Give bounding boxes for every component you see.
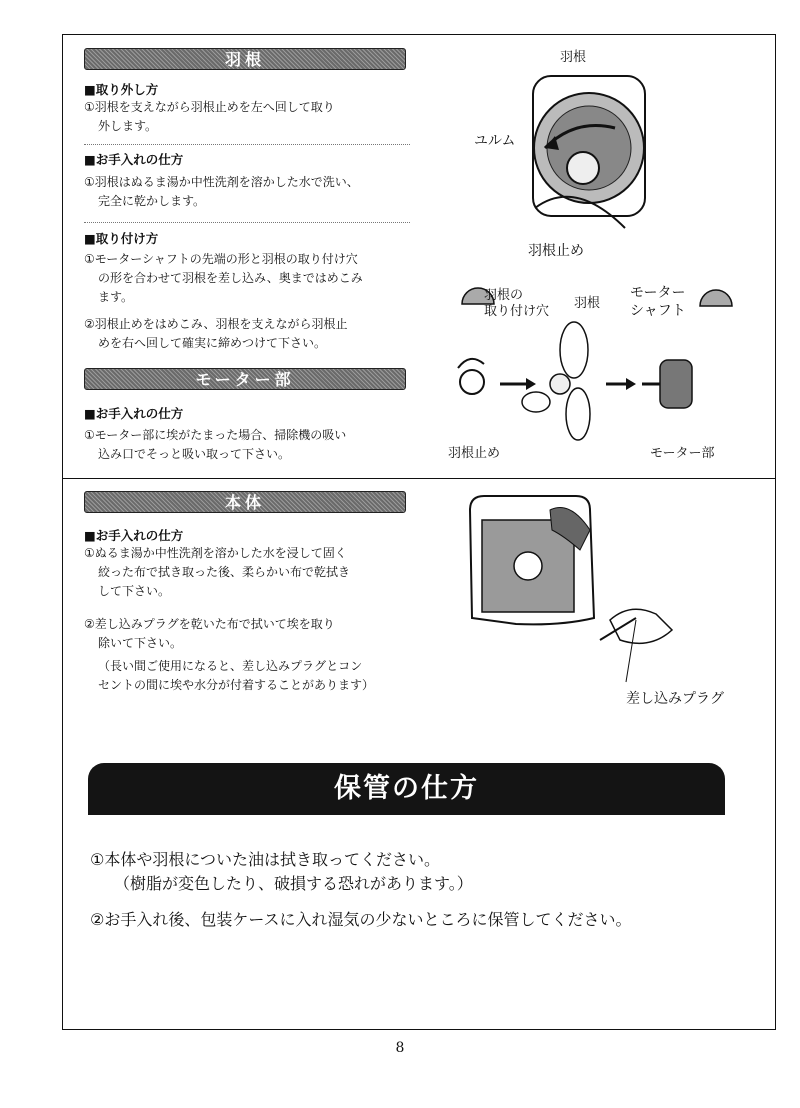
label-motor-part: モーター部 — [650, 446, 715, 461]
text-line: 完全に乾かします。 — [98, 194, 206, 208]
dotted-separator — [84, 144, 410, 145]
text-line: 込み口でそっと吸い取って下さい。 — [98, 447, 291, 461]
blade-wing-shape — [560, 322, 588, 378]
label-blade-mid: 羽根 — [574, 296, 601, 311]
blade-wing-shape — [566, 388, 590, 440]
blade-attach-text-2 — [84, 315, 347, 353]
text-line: 絞った布で拭き取った後、柔らかい布で乾拭き — [98, 565, 351, 579]
body-care-note — [84, 657, 374, 695]
text-line: して下さい。 — [98, 584, 171, 598]
label-blade-stop-top: 羽根止め — [528, 243, 584, 259]
blade-remove-text — [84, 98, 335, 136]
text-line: ①モーター部に埃がたまった場合、掃除機の吸い — [84, 428, 347, 442]
shaft-end-shape — [700, 290, 732, 306]
blade-care-heading: ■お手入れの仕方 — [84, 152, 184, 167]
text-line: ②羽根止めをはめこみ、羽根を支えながら羽根止 — [84, 317, 348, 331]
label-motor-shaft-2: シャフト — [630, 303, 686, 319]
body-care-heading: ■お手入れの仕方 — [84, 528, 184, 543]
dotted-separator — [84, 222, 410, 223]
label-blade-hole-1: 羽根の — [484, 288, 524, 303]
motor-care-heading: ■お手入れの仕方 — [84, 406, 184, 421]
storage-item-1: ①本体や羽根についた油は拭き取ってください。 — [90, 850, 441, 869]
motor-care-text — [84, 426, 346, 464]
blade-attach-text-1 — [84, 250, 363, 307]
label-blade-hole-2: 取り付け穴 — [484, 304, 550, 319]
rotate-arrow-shape — [458, 359, 484, 368]
storage-item-1-note: （樹脂が変色したり、破損する恐れがあります。） — [114, 874, 473, 893]
page-number: 8 — [395, 1040, 405, 1056]
blade-hub-shape — [550, 374, 570, 394]
blade-section-header: 羽根 — [84, 48, 406, 70]
text-line: 除いて下さい。 — [98, 636, 183, 650]
text-line: （長い間ご使用になると、差し込みプラグとコン — [98, 659, 363, 673]
body-section-header: 本体 — [84, 491, 406, 513]
blade-stop-shape — [567, 152, 599, 184]
text-line: ①ぬるま湯か中性洗剤を溶かした水を浸して固く — [84, 546, 347, 560]
text-line: ②差し込みプラグを乾いた布で拭いて埃を取り — [84, 617, 335, 631]
center-hub-shape — [514, 552, 542, 580]
text-line: めを右へ回して確実に締めつけて下さい。 — [98, 336, 327, 350]
text-line: 外します。 — [98, 119, 158, 133]
label-blade-top: 羽根 — [560, 50, 587, 65]
leader-line-shape — [626, 620, 636, 682]
arrow-head-shape — [626, 378, 636, 390]
blade-care-text — [84, 173, 359, 211]
section-divider — [62, 478, 776, 479]
blade-remove-heading: ■取り外し方 — [84, 82, 159, 97]
label-plug: 差し込みプラグ — [626, 691, 724, 707]
arrow-head-shape — [526, 378, 536, 390]
motor-body-shape — [660, 360, 692, 408]
text-line: ①羽根はぬるま湯か中性洗剤を溶かした水で洗い、 — [84, 175, 359, 189]
motor-section-header: モーター部 — [84, 368, 406, 390]
blade-removal-illustration — [505, 58, 655, 258]
blade-wing-shape — [522, 392, 550, 412]
text-line: セントの間に埃や水分が付着することがあります） — [98, 678, 375, 692]
storage-item-2: ②お手入れ後、包装ケースに入れ湿気の少ないところに保管してください。 — [90, 910, 632, 929]
text-line: の形を合わせて羽根を差し込み、奥まではめこみ — [98, 271, 363, 285]
body-cleaning-illustration — [460, 490, 740, 700]
body-care-text-1 — [84, 544, 350, 601]
blade-attach-heading: ■取り付け方 — [84, 231, 159, 246]
body-care-text-2 — [84, 615, 335, 653]
label-blade-stop-bottom: 羽根止め — [448, 446, 501, 461]
blade-stop-knob-shape — [460, 370, 484, 394]
text-line: ①モーターシャフトの先端の形と羽根の取り付け穴 — [84, 252, 358, 266]
hand-shape — [610, 609, 672, 643]
storage-banner: 保管の仕方 — [88, 763, 725, 815]
text-line: ①羽根を支えながら羽根止めを左へ回して取り — [84, 100, 335, 114]
label-yurumu: ユルム — [474, 133, 516, 149]
label-motor-shaft-1: モーター — [630, 285, 686, 301]
text-line: ます。 — [98, 290, 134, 304]
